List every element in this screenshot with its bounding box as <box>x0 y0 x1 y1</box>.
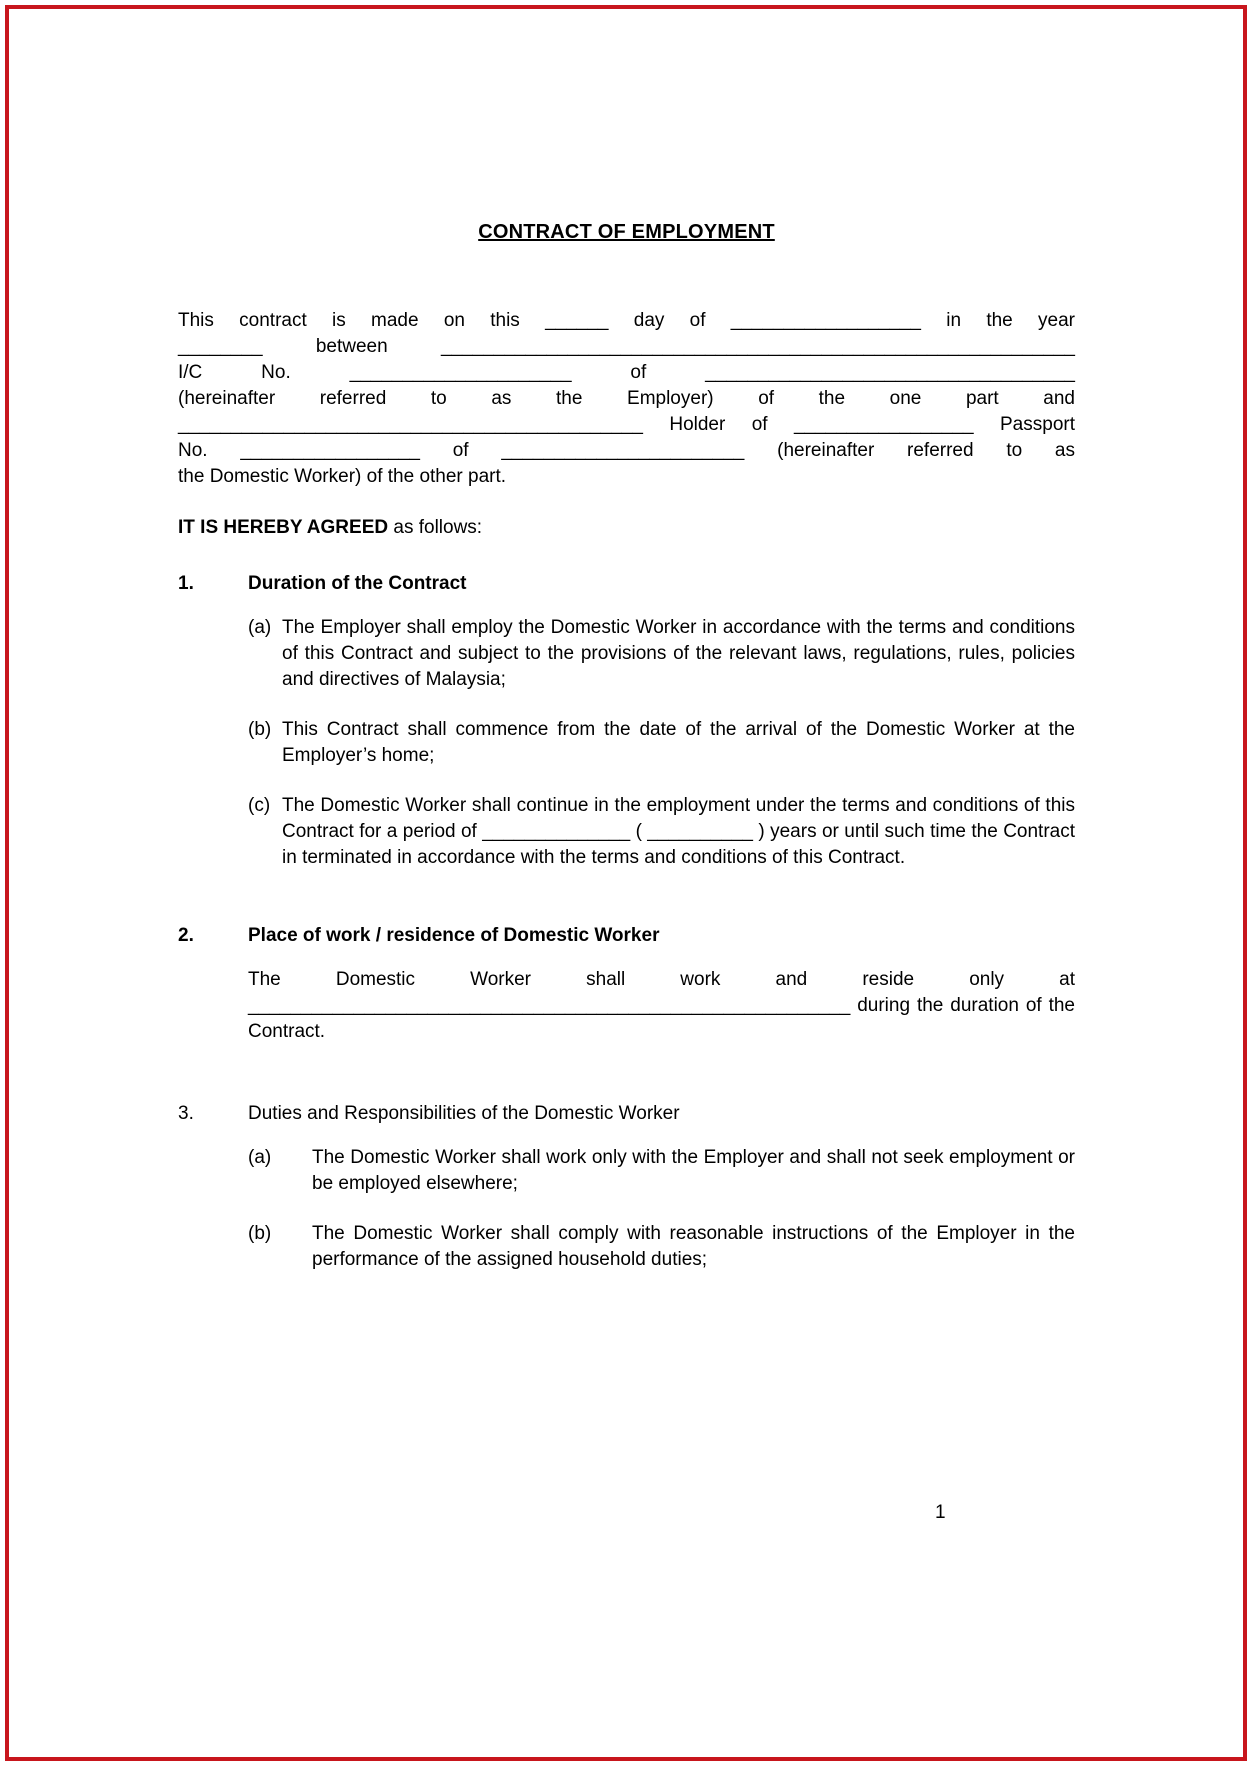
section-place-of-work <box>178 923 1075 1045</box>
agreement-lead-rest: as follows: <box>388 517 483 538</box>
list-item-a <box>248 1145 1075 1197</box>
item-label: (a) <box>248 1147 272 1168</box>
item-text: The Employer shall employ the Domestic Worker in accordance with the terms and conditions of this Contract and subject to the provisions of the relevant laws, regulations, rules, policies and directives of Malaysia; <box>282 617 1075 690</box>
list-item-a <box>248 615 1075 693</box>
item-text: The Domestic Worker shall continue in the employment under the terms and conditions of this Contract for a period of ______________ ( __________ ) years or until such time the Contract in terminated in accordance with the terms and conditions of this Contract. <box>282 795 1075 868</box>
section-number: 2. <box>178 925 194 946</box>
section-title: Duties and Responsibilities of the Domestic Worker <box>248 1103 680 1124</box>
document-title: CONTRACT OF EMPLOYMENT <box>478 221 775 243</box>
list-item-c <box>248 793 1075 871</box>
intro-line-6: No. _________________ of _______________________ (hereinafter referred to as <box>178 440 1075 461</box>
item-label: (b) <box>248 1223 272 1244</box>
section-items <box>248 1145 1075 1273</box>
section-title: Duration of the Contract <box>248 573 467 594</box>
intro-line-2: ________ between ____________________________________________________________ <box>178 336 1075 357</box>
agreement-lead <box>178 515 1075 541</box>
agreement-lead-bold: IT IS HEREBY AGREED <box>178 517 389 538</box>
section-body: The Domestic Worker shall work and reside only at _________________________________________________________ during the duration of the Contract. <box>248 969 1075 1042</box>
section-items <box>248 615 1075 871</box>
section-heading <box>178 1101 1075 1127</box>
section-duties <box>178 1101 1075 1273</box>
item-text: The Domestic Worker shall comply with reasonable instructions of the Employer in the performance of the assigned household duties; <box>312 1223 1075 1270</box>
section-heading <box>178 923 1075 949</box>
intro-line-5: ____________________________________________ Holder of _________________ Passport <box>178 414 1075 435</box>
intro-line-4: (hereinafter referred to as the Employer) of the one part and <box>178 388 1075 409</box>
section-number: 3. <box>178 1103 194 1124</box>
item-label: (b) <box>248 719 272 740</box>
item-text: The Domestic Worker shall work only with the Employer and shall not seek employment or be employed elsewhere; <box>312 1147 1075 1194</box>
item-label: (a) <box>248 617 272 638</box>
intro-line-3: I/C No. _____________________ of ___________________________________ <box>178 362 1075 383</box>
section-heading <box>178 571 1075 597</box>
list-item-b <box>248 1221 1075 1273</box>
contract-document <box>178 0 1075 1273</box>
section-title: Place of work / residence of Domestic Worker <box>248 925 660 946</box>
item-text: This Contract shall commence from the date of the arrival of the Domestic Worker at the Employer’s home; <box>282 719 1075 766</box>
item-label: (c) <box>248 795 271 816</box>
page-number: 1 <box>935 1502 946 1523</box>
section-duration <box>178 571 1075 871</box>
intro-line-1: This contract is made on this ______ day of __________________ in the year <box>178 310 1075 331</box>
list-item-b <box>248 717 1075 769</box>
intro-paragraph <box>178 308 1075 490</box>
section-number: 1. <box>178 573 194 594</box>
intro-line-7: the Domestic Worker) of the other part. <box>178 466 507 487</box>
